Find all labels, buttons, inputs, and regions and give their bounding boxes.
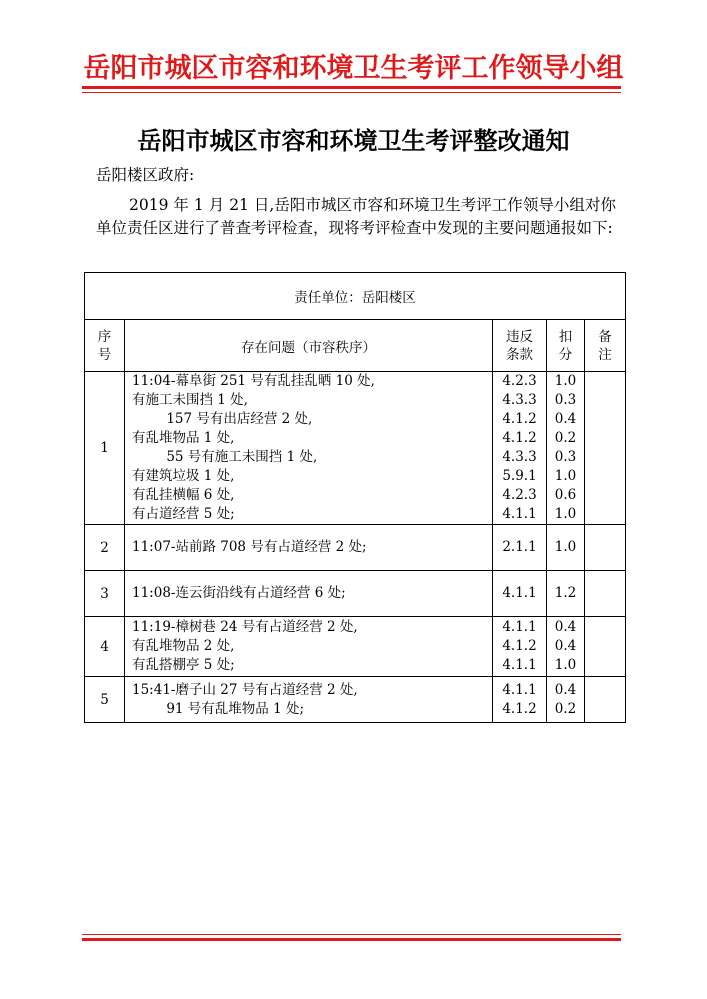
problem-cell	[125, 677, 493, 723]
remark-header: 备 注	[585, 320, 626, 372]
clause-line: 4.1.2	[502, 638, 537, 654]
problem-cell	[125, 617, 493, 677]
row-seq: 2	[85, 525, 125, 571]
points-line: 0.4	[554, 619, 577, 635]
points-cell	[547, 372, 585, 525]
clause-line: 4.2.3	[502, 373, 537, 389]
points-line: 0.2	[554, 700, 577, 717]
issues-table	[84, 272, 626, 723]
clause-line: 4.3.3	[502, 392, 537, 408]
header-row	[85, 320, 626, 372]
notice-title: 岳阳市城区市容和环境卫生考评整改通知	[137, 126, 570, 155]
points-line: 0.6	[554, 487, 577, 503]
clause-line: 4.1.1	[502, 681, 537, 698]
points-line: 1.0	[554, 506, 577, 522]
points-cell	[547, 677, 585, 723]
problem-line: 11:04-幕阜街 251 号有乱挂乱晒 10 处,	[132, 373, 375, 389]
table-row	[85, 617, 626, 677]
points-cell	[547, 571, 585, 617]
row-seq: 5	[85, 677, 125, 723]
table-row	[85, 571, 626, 617]
clause-line: 4.2.3	[502, 487, 537, 503]
problem-line: 有乱堆物品 1 处,	[132, 430, 235, 446]
clause-line: 4.1.1	[502, 657, 537, 673]
row-seq: 1	[85, 372, 125, 525]
remark-cell	[585, 571, 626, 617]
unit-row	[85, 273, 626, 320]
table-row	[85, 525, 626, 571]
problem-line: 有建筑垃圾 1 处,	[132, 468, 235, 484]
problem-line: 157 号有出店经营 2 处,	[132, 411, 313, 427]
footer-rule-thick	[82, 938, 621, 941]
seq-header: 序 号	[85, 320, 125, 372]
problem-line: 有占道经营 5 处;	[132, 506, 235, 522]
clause-cell	[493, 571, 547, 617]
points-line: 1.0	[554, 468, 577, 484]
header-rule-thin	[82, 92, 621, 93]
points-cell	[547, 525, 585, 571]
clause-line: 4.1.2	[502, 700, 537, 717]
table-row	[85, 677, 626, 723]
problem-cell	[125, 372, 493, 525]
problem-line: 有乱搭棚亭 5 处;	[132, 657, 235, 673]
points-line: 0.4	[554, 681, 577, 698]
clause-line: 4.3.3	[502, 449, 537, 465]
clause-cell	[493, 617, 547, 677]
problem-cell	[125, 571, 493, 617]
problem-line: 11:08-连云街沿线有占道经营 6 处;	[132, 585, 346, 601]
clause-line: 4.1.1	[502, 506, 537, 522]
problem-cell	[125, 525, 493, 571]
row-seq: 3	[85, 571, 125, 617]
clause-line: 4.1.1	[502, 619, 537, 635]
points-line: 0.3	[554, 392, 577, 408]
problem-line: 11:07-站前路 708 号有占道经营 2 处;	[132, 539, 367, 555]
remark-cell	[585, 525, 626, 571]
problem-line: 55 号有施工未围挡 1 处,	[132, 449, 318, 465]
salutation: 岳阳楼区政府:	[96, 166, 195, 184]
clause-line: 2.1.1	[502, 539, 537, 555]
points-line: 0.4	[554, 638, 577, 654]
clause-line: 4.1.2	[502, 430, 537, 446]
footer-rule-thin	[82, 934, 621, 935]
points-line: 0.2	[554, 430, 577, 446]
clause-header: 违反 条款	[493, 320, 547, 372]
clause-cell	[493, 677, 547, 723]
problem-line: 91 号有乱堆物品 1 处;	[132, 700, 305, 717]
remark-cell	[585, 372, 626, 525]
header-org-name: 岳阳市城区市容和环境卫生考评工作领导小组	[83, 53, 624, 84]
responsible-unit: 责任单位：岳阳楼区	[85, 273, 626, 320]
notice-body: 2019 年 1 月 21 日,岳阳市城区市容和环境卫生考评工作领导小组对你单位责任区进行了普查考评检查，现将考评检查中发现的主要问题通报如下:	[96, 196, 616, 237]
clause-cell	[493, 525, 547, 571]
table-row	[85, 372, 626, 525]
remark-cell	[585, 677, 626, 723]
points-header: 扣 分	[547, 320, 585, 372]
remark-cell	[585, 617, 626, 677]
row-seq: 4	[85, 617, 125, 677]
points-line: 0.3	[554, 449, 577, 465]
problem-header: 存在问题（市容秩序）	[125, 320, 493, 372]
clause-line: 4.1.2	[502, 411, 537, 427]
points-line: 1.0	[554, 373, 577, 389]
problem-line: 有乱挂横幅 6 处,	[132, 487, 235, 503]
problem-line: 有施工未围挡 1 处,	[132, 392, 248, 408]
problem-line: 15:41-磨子山 27 号有占道经营 2 处,	[132, 681, 358, 698]
header-rule-thick	[82, 86, 621, 89]
points-cell	[547, 617, 585, 677]
points-line: 1.0	[554, 539, 577, 555]
problem-line: 有乱堆物品 2 处,	[132, 638, 235, 654]
clause-cell	[493, 372, 547, 525]
clause-line: 4.1.1	[502, 585, 537, 601]
problem-line: 11:19-樟树巷 24 号有占道经营 2 处,	[132, 619, 358, 635]
clause-line: 5.9.1	[502, 468, 537, 484]
points-line: 1.2	[554, 585, 577, 601]
points-line: 0.4	[554, 411, 577, 427]
points-line: 1.0	[554, 657, 577, 673]
